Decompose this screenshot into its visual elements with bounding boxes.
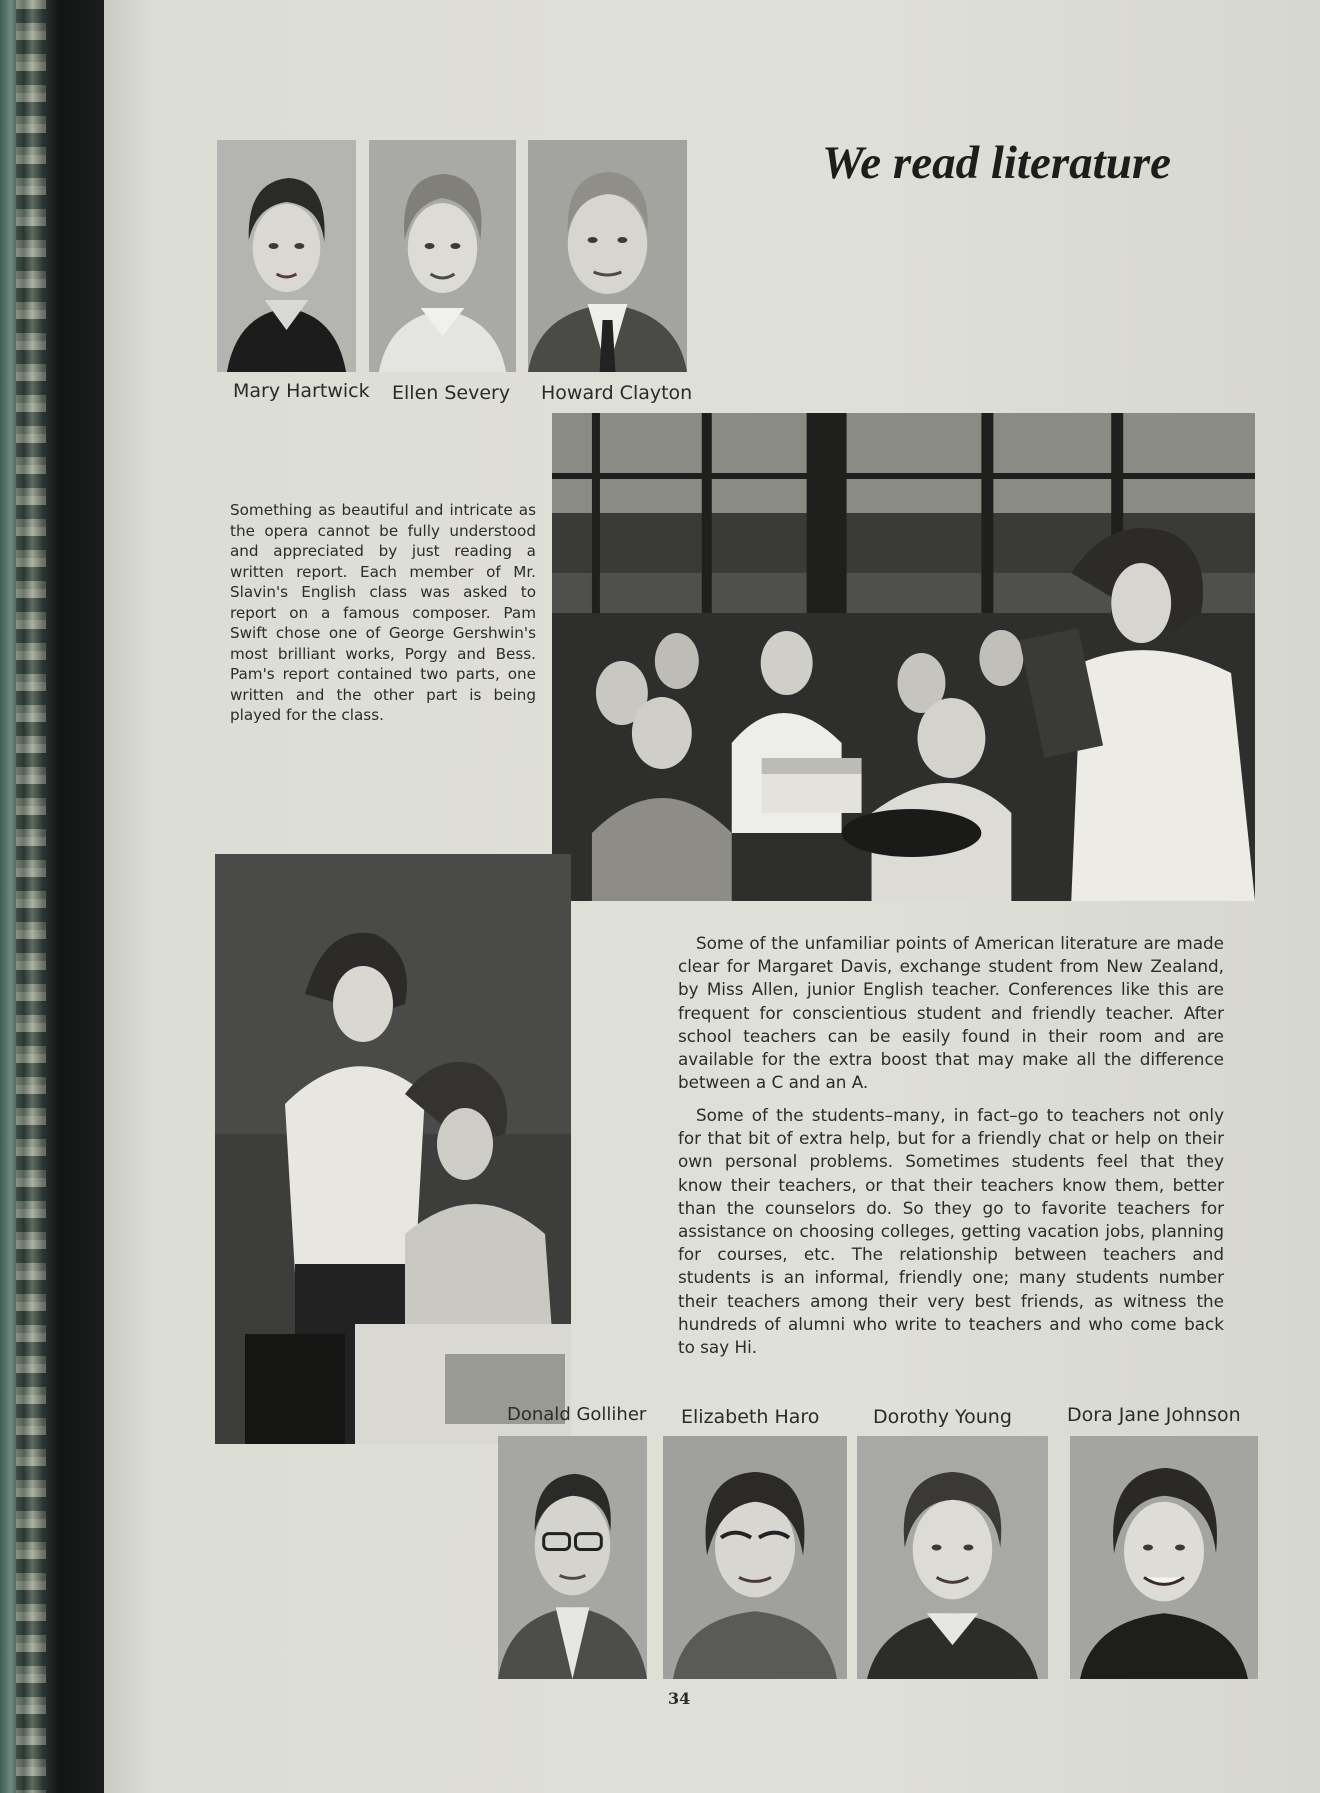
caption-dorothy-young: Dorothy Young: [873, 1406, 1012, 1428]
conference-story-paragraph-1: Some of the unfamiliar points of American literature are made clear for Margaret Davis, exchange student from New Zealand, by Miss Allen, junior English teacher. Conferences like this are frequent for conscientious student and friendly teacher. After school teachers can be easily found in their room and are available for the extra boost that may make all the difference between a C and an A.: [678, 933, 1224, 1093]
portrait-dora-jane-johnson: [1070, 1436, 1258, 1679]
portrait-mary-hartwick: [217, 140, 356, 372]
caption-donald-golliher: Donald Golliher: [507, 1404, 647, 1425]
caption-mary-hartwick: Mary Hartwick: [233, 380, 370, 402]
page-title: We read literature: [822, 137, 1171, 189]
portrait-donald-golliher: [498, 1436, 647, 1679]
conference-story-paragraph-2: Some of the students–many, in fact–go to teachers not only for that bit of extra help, but for a friendly chat or help on their own personal problems. Sometimes students feel that they know their teachers, or that their teachers know them, better than the counselors do. So they go to favorite teachers for assistance on choosing colleges, getting vacation jobs, planning for courses, etc. The relationship between teachers and students is an informal, friendly one; many students number their teachers among their very best friends, as witness the hundreds of alumni who write to teachers and who come back to say Hi.: [678, 1105, 1224, 1358]
portrait-ellen-severy: [369, 140, 516, 372]
caption-howard-clayton: Howard Clayton: [541, 382, 693, 404]
book-binding: [0, 0, 108, 1793]
classroom-photo: [552, 413, 1255, 901]
caption-ellen-severy: Ellen Severy: [392, 382, 511, 404]
binding-edge: [16, 0, 46, 1793]
portrait-howard-clayton: [528, 140, 687, 372]
page-number: 34: [668, 1689, 691, 1708]
portrait-dorothy-young: [857, 1436, 1048, 1679]
opera-story-text: Something as beautiful and intricate as the opera cannot be fully understood and appreciated by just reading a written report. Each member of Mr. Slavin's English class was asked to report on a famous composer. Pam Swift chose one of George Gershwin's most brilliant works, Porgy and Bess. Pam's report contained two parts, one written and the other part is being played for the class.: [230, 501, 536, 724]
caption-elizabeth-haro: Elizabeth Haro: [681, 1406, 820, 1428]
caption-dora-jane-johnson: Dora Jane Johnson: [1067, 1404, 1241, 1426]
portrait-elizabeth-haro: [663, 1436, 847, 1679]
conference-photo: [215, 854, 571, 1444]
